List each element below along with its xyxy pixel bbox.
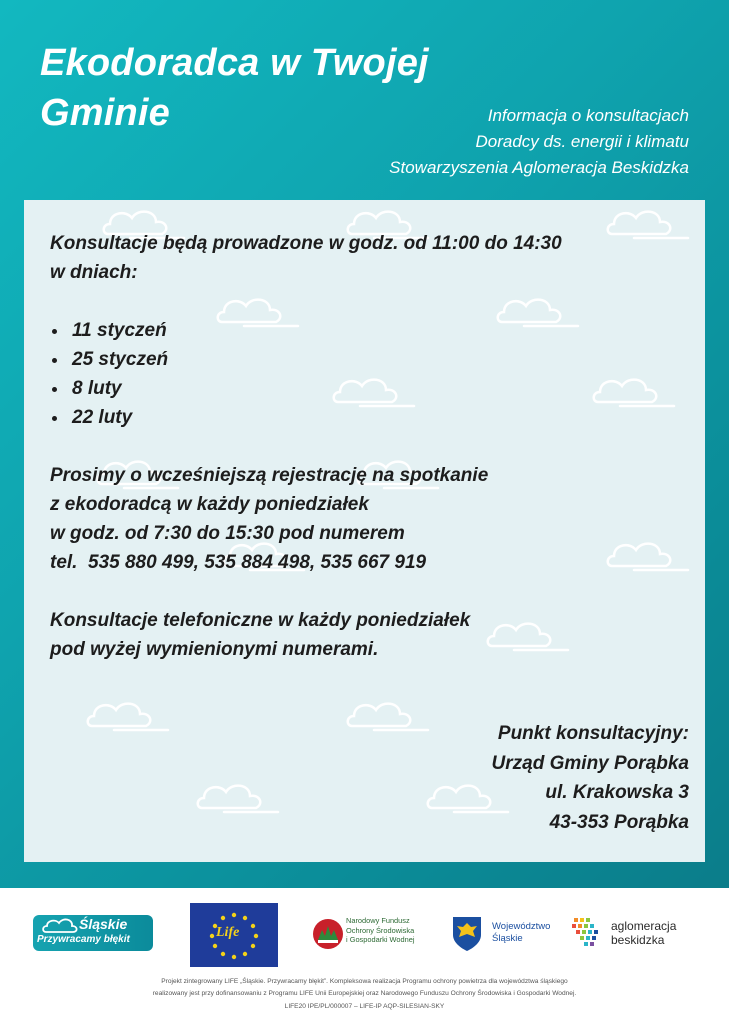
subtitle-line: Doradcy ds. energii i klimatu xyxy=(475,132,689,151)
nfosigw-name-line: Narodowy Fundusz xyxy=(346,916,410,925)
nfosigw-name xyxy=(346,916,436,945)
nfosigw-logo xyxy=(312,912,432,956)
footnote-line: LIFE20 IPE/PL/000007 – LIFE-IP AQP-SILESIAN-SKY xyxy=(284,1002,445,1010)
wojewodztwo-name xyxy=(492,921,550,945)
life-logo-text: Life xyxy=(216,925,240,940)
partner-logos xyxy=(0,888,729,974)
wojewodztwo-slaskie-logo xyxy=(451,915,561,955)
eagle-shield-icon xyxy=(451,915,483,953)
registration-line: w godz. od 7:30 do 15:30 pod numerem xyxy=(50,523,405,544)
footnote-line: realizowany jest przy dofinansowaniu z Programu LIFE Unii Europejskiej oraz Narodowego Funduszu Ochrony Środowiska i Gospodarki Wodnej. xyxy=(152,990,577,998)
dates-list xyxy=(50,316,670,432)
nfosigw-emblem-icon xyxy=(312,918,344,950)
date-item: 25 styczeń xyxy=(50,345,670,374)
aglomeracja-beskidzka-logo xyxy=(570,912,700,956)
address-line: ul. Krakowska 3 xyxy=(545,782,689,803)
consultation-point-address xyxy=(492,719,689,837)
slaskie-logo-name: Śląskie xyxy=(79,916,128,932)
page-subtitle xyxy=(269,103,689,181)
aglomeracja-beskidzka-name xyxy=(611,919,676,947)
registration-info xyxy=(50,461,670,577)
intro-line: Konsultacje będą prowadzone w godz. od 11:00 do 14:30 xyxy=(50,233,562,254)
dots-map-icon xyxy=(570,914,608,954)
phone-consultation-info xyxy=(50,606,670,664)
date-item: 22 luty xyxy=(50,403,670,432)
subtitle-line: Informacja o konsultacjach xyxy=(487,106,689,125)
address-line: Urząd Gminy Porąbka xyxy=(491,752,689,774)
consultation-info xyxy=(50,229,670,693)
phone-info-line: pod wyżej wymienionymi numerami. xyxy=(50,639,379,660)
nfosigw-name-line: Ochrony Środowiska xyxy=(346,925,415,935)
funding-footnote xyxy=(40,976,689,1013)
phone-numbers: tel. 535 880 499, 535 884 498, 535 667 919 xyxy=(50,552,427,573)
info-panel xyxy=(24,200,705,862)
slaskie-logo-tagline: Przywracamy błękit xyxy=(37,934,130,945)
registration-line: Prosimy o wcześniejszą rejestrację na spotkanie xyxy=(50,465,489,486)
nfosigw-name-line: i Gospodarki Wodnej xyxy=(346,935,415,944)
ab-name-line: beskidzka xyxy=(611,933,665,947)
footer xyxy=(0,888,729,1024)
date-item: 8 luty xyxy=(50,374,670,403)
cloud-decoration-icon xyxy=(344,696,434,736)
slaskie-logo xyxy=(33,915,153,951)
registration-line: z ekodoradcą w każdy poniedziałek xyxy=(50,494,369,515)
cloud-decoration-icon xyxy=(194,778,284,818)
eu-life-logo xyxy=(190,903,278,967)
footnote-line: Projekt zintegrowany LIFE „Śląskie. Przywracamy błękit”. Kompleksowa realizacja Programu ochrony powietrza dla województwa śląskiego xyxy=(161,978,568,985)
page-title-line-2: Gminie xyxy=(40,92,171,134)
page-title-line-1: Ekodoradca w Twojej xyxy=(40,42,429,84)
phone-info-line: Konsultacje telefoniczne w każdy poniedziałek xyxy=(50,610,471,631)
consultation-hours xyxy=(50,229,670,287)
cloud-decoration-icon xyxy=(84,696,174,736)
intro-line: w dniach: xyxy=(50,262,138,283)
date-item: 11 styczeń xyxy=(50,316,670,345)
ab-name-line: aglomeracja xyxy=(611,919,677,933)
address-heading: Punkt konsultacyjny: xyxy=(497,723,689,744)
address-line: 43-353 Porąbka xyxy=(549,811,689,833)
wojewodztwo-name-line: Śląskie xyxy=(492,933,523,944)
wojewodztwo-name-line: Województwo xyxy=(492,921,551,932)
subtitle-line: Stowarzyszenia Aglomeracja Beskidzka xyxy=(389,158,689,177)
